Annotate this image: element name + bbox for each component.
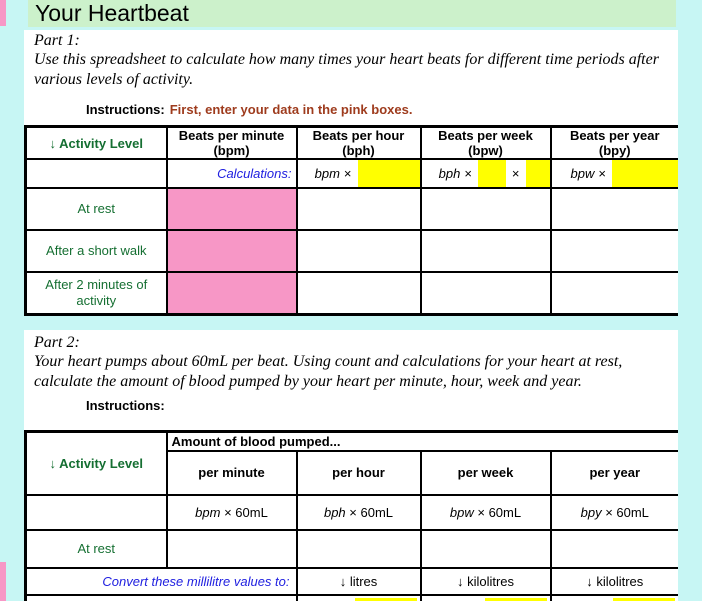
activity-row-label: After 2 minutes of activity — [26, 272, 167, 314]
period-header-week: per week — [421, 451, 551, 495]
bpw-calc-cell — [421, 159, 551, 188]
part2-section — [24, 330, 678, 601]
col-header-line1: Beats per year — [569, 128, 660, 143]
data-cell[interactable] — [297, 272, 421, 314]
activity-row-label: At rest — [26, 530, 167, 568]
part1-description: Use this spreadsheet to calculate how many times your heart beats for different time periods after various levels of activity. — [34, 51, 659, 88]
unit-kilolitres-label: ↓ kilolitres — [551, 568, 679, 595]
col-header-line1: Beats per hour — [312, 128, 405, 143]
formula-cell — [551, 495, 679, 530]
calc-input-box[interactable] — [526, 160, 550, 187]
data-cell[interactable] — [421, 272, 551, 314]
activity-level-header: ↓ Activity Level — [26, 432, 167, 495]
col-header-bpw — [421, 127, 551, 160]
col-header-line2: (bpw) — [468, 143, 503, 158]
col-header-bpy — [551, 127, 679, 160]
data-cell[interactable] — [421, 530, 551, 568]
data-cell[interactable] — [26, 495, 167, 530]
bpm-entry-cell[interactable] — [167, 272, 297, 314]
bpy-calc-cell — [551, 159, 679, 188]
activity-level-header: ↓ Activity Level — [26, 127, 167, 160]
col-header-line1: Beats per minute — [178, 128, 285, 143]
formula-abbr: bpy — [580, 504, 602, 520]
convert-input-box[interactable] — [613, 598, 675, 601]
multiply-sign: × — [511, 166, 520, 181]
data-cell[interactable] — [551, 230, 679, 272]
col-header-line2: (bpy) — [598, 143, 631, 158]
activity-row-label: After a short walk — [26, 230, 167, 272]
col-header-line2: (bpm) — [213, 143, 250, 158]
activity-row-label: At rest — [26, 188, 167, 230]
unit-kilolitres-label: ↓ kilolitres — [421, 568, 551, 595]
multiply-sign: × — [343, 166, 352, 181]
formula-rest: × 60mL — [220, 504, 268, 520]
data-cell[interactable] — [551, 530, 679, 568]
convert-values-label: Convert these millilitre values to: — [26, 568, 297, 595]
data-cell[interactable] — [26, 159, 167, 188]
part2-description: Your heart pumps about 60mL per beat. Using count and calculations for your heart at rest, calculate the amount of blood pumped by your heart per minute, hour, week and year. — [34, 353, 623, 390]
formula-rest: × 60mL — [345, 504, 394, 520]
title-bar — [28, 0, 676, 27]
unit-litres-label: ↓ litres — [297, 568, 421, 595]
part1-section — [24, 30, 678, 316]
formula-rest: × 60mL — [601, 504, 649, 520]
formula-abbr: bpm — [195, 504, 221, 520]
convert-cell — [551, 595, 679, 601]
bph-calc-cell — [297, 159, 421, 188]
part1-instructions — [86, 102, 412, 117]
data-cell[interactable] — [297, 188, 421, 230]
blood-pumped-table — [24, 430, 678, 601]
page-edge-pink-strip-top — [0, 0, 6, 26]
bpm-entry-cell[interactable] — [167, 188, 297, 230]
col-header-line2: (bph) — [342, 143, 375, 158]
convert-cell — [421, 595, 551, 601]
data-cell[interactable] — [26, 595, 297, 601]
data-cell[interactable] — [297, 530, 421, 568]
convert-input-box[interactable] — [355, 598, 417, 601]
instructions-label: Instructions: — [86, 102, 165, 117]
part1-heading: Part 1: — [34, 32, 80, 49]
convert-input-box[interactable] — [485, 598, 547, 601]
part2-heading: Part 2: — [34, 334, 80, 351]
formula-cell — [167, 495, 297, 530]
formula-rest: × 60mL — [473, 504, 522, 520]
period-header-minute: per minute — [167, 451, 297, 495]
calc-input-box[interactable] — [478, 160, 506, 187]
formula-abbr: bpw — [449, 504, 474, 520]
page-edge-pink-strip-bottom — [0, 562, 6, 601]
period-header-hour: per hour — [297, 451, 421, 495]
convert-cell — [297, 595, 421, 601]
instructions-note: First, enter your data in the pink boxes. — [169, 102, 413, 117]
page-title: Your Heartbeat — [35, 0, 189, 26]
data-cell[interactable] — [297, 230, 421, 272]
formula-abbr: bph — [438, 166, 461, 181]
part2-instructions — [86, 398, 165, 413]
calc-input-box[interactable] — [612, 160, 678, 187]
calc-input-box[interactable] — [358, 160, 420, 187]
col-header-bph — [297, 127, 421, 160]
calculations-label: Calculations: — [167, 159, 297, 188]
multiply-sign: × — [598, 166, 606, 181]
formula-abbr: bph — [323, 504, 346, 520]
col-header-line1: Beats per week — [438, 128, 533, 143]
data-cell[interactable] — [551, 188, 679, 230]
instructions-label: Instructions: — [86, 398, 165, 413]
formula-abbr: bpw — [570, 166, 595, 181]
data-cell[interactable] — [421, 188, 551, 230]
amount-blood-header: Amount of blood pumped... — [167, 432, 679, 451]
col-header-bpm — [167, 127, 297, 160]
period-header-year: per year — [551, 451, 679, 495]
data-cell[interactable] — [167, 530, 297, 568]
data-cell[interactable] — [551, 272, 679, 314]
bpm-entry-cell[interactable] — [167, 230, 297, 272]
heartbeat-table — [24, 125, 678, 316]
data-cell[interactable] — [421, 230, 551, 272]
formula-abbr: bpm — [314, 166, 340, 181]
formula-cell — [297, 495, 421, 530]
multiply-sign: × — [464, 166, 472, 181]
formula-cell — [421, 495, 551, 530]
